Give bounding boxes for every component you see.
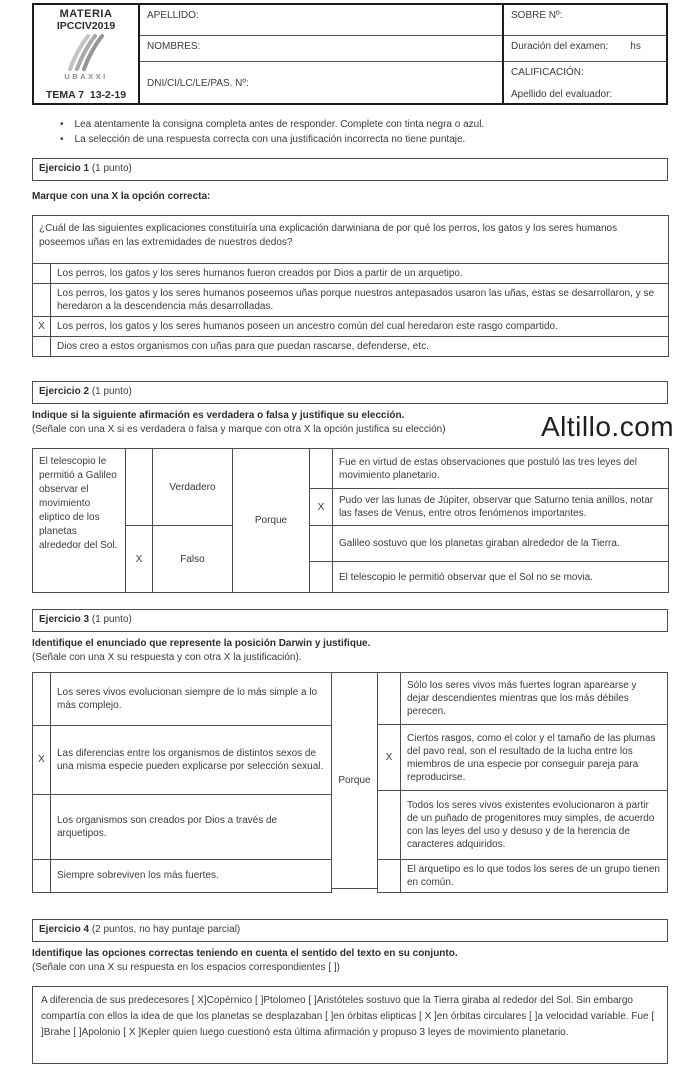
option-row — [33, 284, 669, 317]
answer-mark-cell[interactable] — [33, 859, 51, 892]
ejercicio-1-title: Ejercicio 1 — [39, 163, 90, 174]
instruction-bold: Identifique el enunciado que represente la posición Darwin y justifique. — [32, 638, 371, 649]
falso-label: Falso — [153, 526, 233, 593]
instruction-note: (Señale con una X su respuesta en los espacios correspondientes [ ]) — [32, 962, 340, 973]
ejercicio-1-table — [32, 215, 669, 357]
dni-field[interactable] — [140, 62, 502, 103]
header-middle-cell — [140, 5, 504, 103]
answer-mark-cell[interactable]: X — [33, 725, 51, 794]
answer-mark-cell[interactable] — [33, 264, 51, 284]
ejercicio-2-points: (1 punto) — [91, 386, 132, 397]
porque-connector: Porque — [332, 672, 377, 889]
answer-mark-cell[interactable] — [310, 526, 333, 562]
ejercicio-2-title-box — [32, 381, 668, 404]
statement-row — [33, 725, 332, 794]
instruction-item — [60, 132, 668, 147]
instruction-bold: Identifique las opciones correctas teniendo en cuenta el sentido del texto en su conjunto. — [32, 948, 458, 959]
general-instructions — [32, 117, 668, 147]
justification-row — [33, 526, 669, 562]
calificacion-label: CALIFICACIÓN: — [511, 67, 584, 78]
apellido-field[interactable]: APELLIDO: — [140, 5, 502, 36]
ejercicio-3-title-box — [32, 609, 668, 632]
statement-text: Las diferencias entre los organismos de distintos sexos de una misma especie pueden explicarse por selección sexual. — [51, 725, 332, 794]
statement-text: Siempre sobreviven los más fuertes. — [51, 859, 332, 892]
ejercicio-4-paragraph: A diferencia de sus predecesores [ X]Copérnico [ ]Ptolomeo [ ]Aristóteles sostuvo que la Tierra giraba al rededor del Sol. Sin embargo compartía con ellos la idea de que los planetas se desplazaban [ ]en órbitas elipticas [ X ]en órbitas circulares [ ]a velocidad variable. Fue [ ]Brahe [ ]Apolonio [ X ]Kepler quien luego cuestionó esta última afirmación y propuso 3 leyes de movimiento planetario. — [41, 995, 655, 1038]
justification-text: Sólo los seres vivos más fuertes logran aparearse y dejar descendientes mientras que los más débiles perecen. — [401, 673, 668, 725]
ubaxxi-logo-swoosh — [63, 33, 109, 71]
instruction-text: La selección de una respuesta correcta con una justificación incorrecta no tiene puntaje. — [74, 134, 466, 145]
justification-text: Todos los seres vivos existentes evolucionaron a partir de un puñado de progenitores muy simples, de acuerdo con las leyes del uso y desuso y de la herencia de caracteres adquiridos. — [401, 791, 668, 860]
calificacion-field[interactable] — [504, 62, 666, 103]
justification-row — [378, 673, 668, 725]
justification-row — [378, 791, 668, 860]
justification-row — [378, 860, 668, 893]
materia-code: IPCCIV2019 — [56, 20, 116, 32]
statement-text: Los seres vivos evolucionan siempre de lo más simple a lo más complejo. — [51, 673, 332, 726]
answer-mark-cell[interactable]: X — [126, 526, 153, 593]
ejercicio-4-text-box[interactable] — [32, 986, 668, 1064]
nombres-field[interactable]: NOMBRES: — [140, 36, 502, 62]
ejercicio-1-instruction: Marque con una X la opción correcta: — [32, 191, 211, 202]
ubaxxi-logo-text: UBAXXI — [64, 72, 108, 81]
altillo-watermark: Altillo.com — [541, 411, 675, 442]
justification-text: Ciertos rasgos, como el color y el tamaño de las plumas del pavo real, son el resultado de la lucha entre los miembros de una especie por conseguir pareja para reproducirse. — [401, 725, 668, 791]
bullet-icon: • — [60, 119, 64, 130]
answer-mark-cell[interactable] — [33, 337, 51, 357]
ubaxxi-logo — [63, 33, 109, 71]
answer-mark-cell[interactable]: X — [33, 317, 51, 337]
answer-mark-cell[interactable] — [310, 562, 333, 593]
ejercicio-3-instruction — [32, 637, 668, 664]
statement-row — [33, 673, 332, 726]
tema-label: TEMA 7 13-2-19 — [45, 89, 127, 101]
option-row — [33, 317, 669, 337]
instruction-text: Lea atentamente la consigna completa antes de responder. Complete con tinta negra o azul. — [74, 119, 485, 130]
answer-mark-cell[interactable] — [378, 673, 401, 725]
answer-mark-cell[interactable] — [378, 791, 401, 860]
dni-field-label: DNI/CI/LC/LE/PAS. Nº: — [147, 77, 249, 89]
duracion-field[interactable] — [504, 36, 666, 62]
option-text: Los perros, los gatos y los seres humanos fueron creados por Dios a partir de un arquetipo. — [51, 264, 669, 284]
ejercicio-4-instruction — [32, 947, 668, 974]
bullet-icon: • — [60, 134, 64, 145]
ejercicio-3-points: (1 punto) — [91, 614, 132, 625]
ejercicio-1-title-box — [32, 158, 668, 181]
statement-text: Los organismos son creados por Dios a través de arquetipos. — [51, 794, 332, 859]
verdadero-label: Verdadero — [153, 449, 233, 526]
answer-mark-cell[interactable] — [310, 449, 333, 489]
vf-row — [33, 449, 669, 489]
porque-connector: Porque — [233, 449, 310, 593]
materia-label: MATERIA — [59, 8, 113, 20]
ejercicio-3-table — [32, 672, 668, 893]
justification-text: Pudo ver las lunas de Júpiter, observar que Saturno tenia anillos, notar las fases de Venus, entre otros fenómenos importantes. — [333, 489, 669, 526]
instruction-item — [60, 117, 668, 132]
justification-text: El telescopio le permitió observar que el Sol no se movia. — [333, 562, 669, 593]
option-row — [33, 337, 669, 357]
instruction-note: (Señale con una X su respuesta y con otra X la justificación). — [32, 652, 302, 663]
duracion-unit: hs — [630, 41, 641, 52]
ejercicio-2-table — [32, 448, 669, 593]
answer-mark-cell[interactable] — [378, 860, 401, 893]
justification-text: El arquetipo es lo que todos los seres de un grupo tienen en común. — [401, 860, 668, 893]
justification-text: Galileo sostuvo que los planetas giraban alrededor de la Tierra. — [333, 526, 669, 562]
answer-mark-cell[interactable] — [33, 673, 51, 726]
sobre-field[interactable]: SOBRE Nº: — [504, 5, 666, 36]
instruction-bold: Indique si la siguiente afirmación es verdadera o falsa y justifique su elección. — [32, 410, 405, 421]
answer-mark-cell[interactable] — [33, 794, 51, 859]
statement-row — [33, 859, 332, 892]
header-left-cell — [34, 5, 140, 103]
justification-text: Fue en virtud de estas observaciones que postuló las tres leyes del movimiento planetario. — [333, 449, 669, 489]
answer-mark-cell[interactable]: X — [310, 489, 333, 526]
ejercicio-3-justifications — [377, 672, 668, 893]
option-row — [33, 264, 669, 284]
duracion-label: Duración del examen: — [511, 41, 609, 52]
instruction-note: (Señale con una X si es verdadera o falsa y marque con otra X la opción justifica su elección) — [32, 424, 446, 435]
ejercicio-1-points: (1 punto) — [91, 163, 132, 174]
option-text: Dios creo a estos organismos con uñas para que puedan rascarse, defenderse, etc. — [51, 337, 669, 357]
exam-header-table — [32, 3, 668, 105]
ejercicio-4-title-box — [32, 919, 668, 942]
justification-row — [378, 725, 668, 791]
evaluador-label: Apellido del evaluador: — [511, 89, 613, 100]
option-text: Los perros, los gatos y los seres humanos poseen un ancestro común del cual heredaron este rasgo compartido. — [51, 317, 669, 337]
option-text: Los perros, los gatos y los seres humanos poseemos uñas porque nuestros antepasados usaron las uñas, estas se desarrollaron, y se heredaron a la descendencia más desarrolladas. — [51, 284, 669, 317]
answer-mark-cell[interactable] — [33, 284, 51, 317]
question-text: ¿Cuál de las siguientes explicaciones constituiría una explicación darwiniana de por qué los perros, los gatos y los seres humanos poseemos uñas en las extremidades de nuestros dedos? — [33, 216, 669, 264]
header-right-cell — [504, 5, 666, 103]
answer-mark-cell[interactable]: X — [378, 725, 401, 791]
ejercicio-3-title: Ejercicio 3 — [39, 614, 90, 625]
question-row — [33, 216, 669, 264]
ejercicio-4-title: Ejercicio 4 — [39, 924, 90, 935]
ejercicio-2-title: Ejercicio 2 — [39, 386, 90, 397]
ejercicio-3-statements — [32, 672, 332, 893]
ejercicio-4-points: (2 puntos, no hay puntaje parcial) — [91, 924, 241, 935]
statement-row — [33, 794, 332, 859]
statement-text: El telescopio le permitió a Galileo observar el movimiento eliptico de los planetas alrededor del Sol. — [33, 449, 126, 593]
answer-mark-cell[interactable] — [126, 449, 153, 526]
